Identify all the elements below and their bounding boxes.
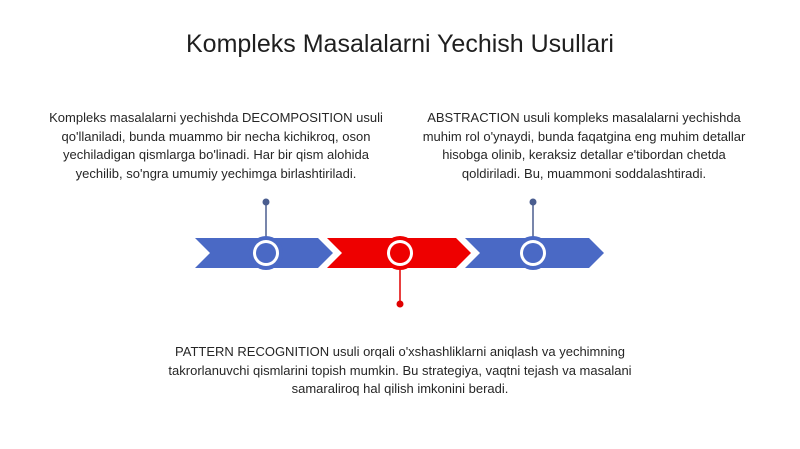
slide-title: Kompleks Masalalarni Yechish Usullari (186, 30, 614, 58)
decomposition-text: Kompleks masalalarni yechishda DECOMPOSITION usuli qo'llaniladi, bunda muammo bir necha kichikroq, oson yechiladigan qismlarga bo'linadi. Har bir qism alohida yechilib, so'ngra umumiy yechimga birlashtiriladi. (49, 110, 383, 182)
abstraction-text: ABSTRACTION usuli kompleks masalalarni yechishda muhim rol o'ynaydi, bunda faqatgina eng muhim detallar hisobga olinib, keraksiz detallar e'tibordan chetda qoldiriladi. Bu, muammoni soddalashtiradi. (422, 110, 746, 182)
node-ring-pattern-recognition-core (390, 243, 410, 263)
node-ring-decomposition-core (256, 243, 276, 263)
node-ring-abstraction-core (523, 243, 543, 263)
connector-dot-decomposition (263, 199, 270, 206)
pattern-recognition-text: PATTERN RECOGNITION usuli orqali o'xshashliklarni aniqlash va yechimning takrorlanuvchi qismlarini topish mumkin. Bu strategiya, vaqtni tejash va masalani samaraliroq hal qilish imkonini beradi. (168, 344, 632, 397)
connector-dot-abstraction (530, 199, 537, 206)
connector-dot-pattern-recognition (397, 301, 404, 308)
